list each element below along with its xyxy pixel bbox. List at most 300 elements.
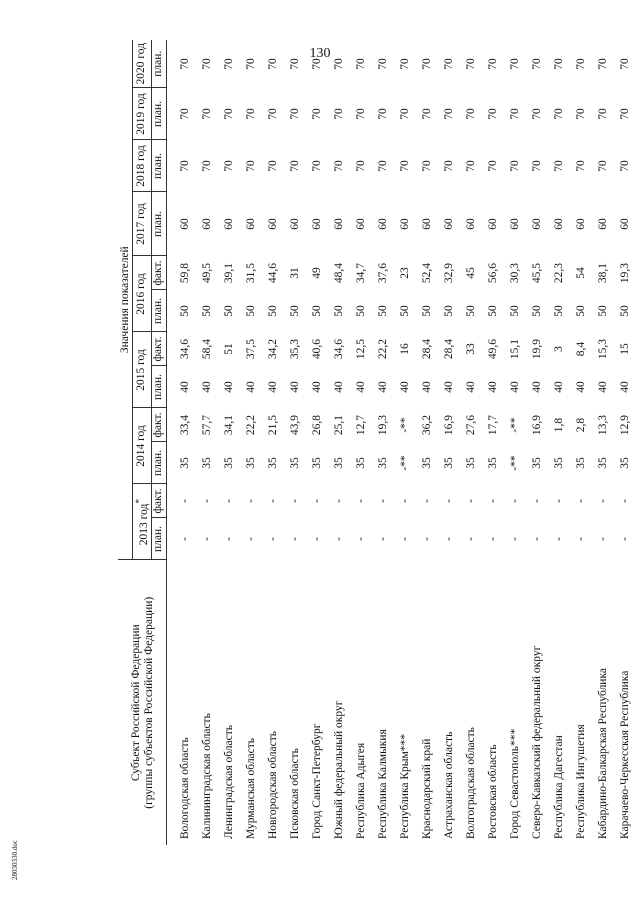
- row-value-cell: 30,3: [509, 262, 522, 284]
- subject-header: [118, 560, 166, 845]
- row-value-cell: 22,2: [245, 414, 258, 436]
- plan-header: план.: [151, 290, 166, 332]
- table-row: [329, 40, 351, 845]
- row-subject-name: Ростовская область: [487, 744, 500, 839]
- row-value-cell: 35: [355, 457, 368, 469]
- row-value-cell: 40: [377, 381, 390, 393]
- row-value-cell: 60: [223, 218, 236, 230]
- row-value-cell: 60: [201, 218, 214, 230]
- row-value-cell: -: [465, 499, 478, 503]
- row-value-cell: 35: [223, 457, 236, 469]
- row-value-cell: -**: [509, 455, 522, 471]
- row-subject-name: Город Севастополь***: [509, 728, 522, 839]
- row-value-cell: 60: [289, 218, 302, 230]
- row-value-cell: 2,8: [575, 417, 588, 433]
- row-value-cell: 70: [465, 108, 478, 120]
- row-value-cell: 35: [333, 457, 346, 469]
- row-value-cell: 70: [245, 58, 258, 70]
- footer-doc-code: 28030330.doc: [11, 840, 19, 880]
- row-value-cell: 70: [245, 108, 258, 120]
- row-value-cell: 70: [179, 108, 192, 120]
- row-value-cell: 54: [575, 267, 588, 279]
- row-value-cell: 70: [443, 160, 456, 172]
- row-value-cell: 70: [311, 160, 324, 172]
- table-row: [241, 40, 263, 845]
- table-row: [439, 40, 461, 845]
- row-value-cell: 70: [399, 160, 412, 172]
- row-value-cell: -: [223, 537, 236, 541]
- row-value-cell: -: [377, 499, 390, 503]
- row-value-cell: 50: [179, 305, 192, 317]
- row-value-cell: -: [575, 499, 588, 503]
- row-value-cell: -: [245, 537, 258, 541]
- row-value-cell: 60: [531, 218, 544, 230]
- row-value-cell: 45,5: [531, 262, 544, 284]
- row-value-cell: 70: [311, 108, 324, 120]
- fact-header: факт.: [151, 408, 166, 442]
- row-value-cell: 50: [575, 305, 588, 317]
- row-value-cell: 70: [399, 108, 412, 120]
- fact-header: факт.: [151, 332, 166, 366]
- row-value-cell: 70: [333, 58, 346, 70]
- row-value-cell: 27,6: [465, 414, 478, 436]
- row-value-cell: 70: [223, 58, 236, 70]
- row-value-cell: 35: [553, 457, 566, 469]
- header-row-1: [118, 40, 133, 845]
- row-value-cell: 70: [355, 58, 368, 70]
- row-value-cell: 40: [311, 381, 324, 393]
- table-row: [395, 40, 417, 845]
- row-value-cell: 70: [399, 58, 412, 70]
- row-value-cell: -: [333, 537, 346, 541]
- row-value-cell: -: [289, 537, 302, 541]
- row-value-cell: 50: [553, 305, 566, 317]
- row-value-cell: -: [531, 499, 544, 503]
- row-value-cell: 35: [443, 457, 456, 469]
- row-value-cell: -: [267, 537, 280, 541]
- plan-header: план.: [151, 192, 166, 256]
- row-value-cell: 50: [531, 305, 544, 317]
- row-subject-name: Кабардино-Балкарская Республика: [597, 668, 610, 839]
- plan-header: план.: [151, 140, 166, 192]
- row-value-cell: 40,6: [311, 338, 324, 360]
- row-value-cell: 70: [201, 160, 214, 172]
- row-value-cell: 70: [597, 108, 610, 120]
- row-value-cell: 70: [267, 58, 280, 70]
- table-row: [417, 40, 439, 845]
- row-value-cell: 40: [399, 381, 412, 393]
- row-value-cell: 16,9: [443, 414, 456, 436]
- row-value-cell: 70: [377, 58, 390, 70]
- row-value-cell: 40: [223, 381, 236, 393]
- row-subject-name: Ленинградская область: [223, 724, 236, 839]
- row-value-cell: 70: [421, 58, 434, 70]
- row-value-cell: 60: [465, 218, 478, 230]
- row-value-cell: 70: [597, 58, 610, 70]
- row-value-cell: 40: [443, 381, 456, 393]
- row-value-cell: 70: [487, 58, 500, 70]
- year-header: 2018 год: [133, 140, 152, 192]
- year-header: 2020 год: [133, 40, 152, 88]
- row-value-cell: 50: [619, 305, 632, 317]
- row-value-cell: 19,3: [619, 262, 632, 284]
- row-value-cell: 28,4: [443, 338, 456, 360]
- row-value-cell: 70: [575, 58, 588, 70]
- row-value-cell: 40: [421, 381, 434, 393]
- row-value-cell: 70: [289, 160, 302, 172]
- row-value-cell: 70: [487, 160, 500, 172]
- table-row: [461, 40, 483, 845]
- row-value-cell: -: [355, 537, 368, 541]
- row-value-cell: 70: [531, 58, 544, 70]
- row-value-cell: 35,3: [289, 338, 302, 360]
- table-row: [307, 40, 329, 845]
- row-value-cell: 40: [597, 381, 610, 393]
- row-subject-name: Астраханская область: [443, 731, 456, 839]
- row-value-cell: -: [201, 537, 214, 541]
- row-value-cell: -: [333, 499, 346, 503]
- row-value-cell: 12,7: [355, 414, 368, 436]
- row-subject-name: Южный федеральный округ: [333, 700, 346, 839]
- row-value-cell: 40: [355, 381, 368, 393]
- plan-header: план.: [151, 366, 166, 408]
- row-value-cell: 21,5: [267, 414, 280, 436]
- table-row: [549, 40, 571, 845]
- row-value-cell: 49,6: [487, 338, 500, 360]
- row-value-cell: 50: [421, 305, 434, 317]
- row-subject-name: Республика Адыгея: [355, 742, 368, 839]
- row-subject-name: Вологодская область: [179, 737, 192, 839]
- row-value-cell: 40: [509, 381, 522, 393]
- row-value-cell: 60: [245, 218, 258, 230]
- row-value-cell: 31,5: [245, 262, 258, 284]
- row-value-cell: 12,9: [619, 414, 632, 436]
- year-header: 2013 год*: [133, 484, 152, 560]
- row-value-cell: -**: [399, 455, 412, 471]
- row-value-cell: 15,3: [597, 338, 610, 360]
- row-value-cell: -: [311, 499, 324, 503]
- row-value-cell: 60: [333, 218, 346, 230]
- table-row: [505, 40, 527, 845]
- row-value-cell: 40: [333, 381, 346, 393]
- row-value-cell: 60: [553, 218, 566, 230]
- row-value-cell: 44,6: [267, 262, 280, 284]
- row-value-cell: 23: [399, 267, 412, 279]
- row-value-cell: 60: [487, 218, 500, 230]
- row-value-cell: 32,9: [443, 262, 456, 284]
- plan-header: план.: [151, 442, 166, 484]
- table-row: [571, 40, 593, 845]
- row-value-cell: 50: [509, 305, 522, 317]
- row-value-cell: 34,2: [267, 338, 280, 360]
- row-value-cell: 60: [377, 218, 390, 230]
- row-value-cell: 35: [201, 457, 214, 469]
- table-row: [527, 40, 549, 845]
- row-value-cell: 70: [355, 108, 368, 120]
- row-value-cell: 70: [377, 108, 390, 120]
- row-value-cell: 60: [575, 218, 588, 230]
- row-value-cell: 60: [421, 218, 434, 230]
- row-value-cell: 36,2: [421, 414, 434, 436]
- row-value-cell: -: [355, 499, 368, 503]
- row-subject-name: Мурманская область: [245, 737, 258, 839]
- row-value-cell: -: [399, 499, 412, 503]
- row-value-cell: 33,4: [179, 414, 192, 436]
- row-value-cell: 70: [289, 108, 302, 120]
- row-value-cell: -: [575, 537, 588, 541]
- row-value-cell: 59,8: [179, 262, 192, 284]
- row-value-cell: 35: [245, 457, 258, 469]
- row-value-cell: 70: [509, 108, 522, 120]
- row-value-cell: 50: [399, 305, 412, 317]
- row-subject-name: Северо-Кавказский федеральный округ: [531, 645, 544, 839]
- row-value-cell: 70: [179, 160, 192, 172]
- row-value-cell: 70: [333, 160, 346, 172]
- plan-header: план.: [151, 88, 166, 140]
- row-value-cell: 35: [487, 457, 500, 469]
- row-value-cell: -: [619, 499, 632, 503]
- row-subject-name: Республика Дагестан: [553, 735, 566, 839]
- row-value-cell: -: [531, 537, 544, 541]
- row-value-cell: 40: [553, 381, 566, 393]
- row-value-cell: 39,1: [223, 262, 236, 284]
- row-value-cell: 50: [289, 305, 302, 317]
- row-value-cell: 50: [245, 305, 258, 317]
- row-value-cell: 70: [553, 160, 566, 172]
- row-value-cell: 50: [223, 305, 236, 317]
- row-value-cell: -: [267, 499, 280, 503]
- row-value-cell: 35: [267, 457, 280, 469]
- row-value-cell: -: [443, 537, 456, 541]
- row-value-cell: 43,9: [289, 414, 302, 436]
- row-subject-name: Псковская область: [289, 748, 302, 839]
- row-value-cell: 28,4: [421, 338, 434, 360]
- table-row: [197, 40, 219, 845]
- row-value-cell: 22,3: [553, 262, 566, 284]
- row-value-cell: 70: [487, 108, 500, 120]
- row-value-cell: 17,7: [487, 414, 500, 436]
- row-value-cell: 35: [465, 457, 478, 469]
- row-value-cell: 60: [399, 218, 412, 230]
- row-value-cell: 50: [487, 305, 500, 317]
- row-value-cell: 70: [531, 108, 544, 120]
- row-value-cell: 70: [619, 160, 632, 172]
- row-value-cell: 70: [223, 108, 236, 120]
- row-value-cell: 50: [355, 305, 368, 317]
- row-value-cell: 35: [289, 457, 302, 469]
- row-value-cell: -: [179, 537, 192, 541]
- row-value-cell: 58,4: [201, 338, 214, 360]
- row-value-cell: -: [597, 499, 610, 503]
- row-value-cell: -: [509, 499, 522, 503]
- row-value-cell: -**: [509, 417, 522, 433]
- row-value-cell: 40: [531, 381, 544, 393]
- row-value-cell: -: [201, 499, 214, 503]
- row-value-cell: 40: [575, 381, 588, 393]
- row-value-cell: 40: [267, 381, 280, 393]
- row-value-cell: -: [465, 537, 478, 541]
- subject-header-line1: Субъект Российской Федерации: [129, 624, 142, 782]
- row-value-cell: 34,6: [333, 338, 346, 360]
- row-value-cell: 50: [465, 305, 478, 317]
- row-value-cell: 70: [553, 108, 566, 120]
- row-value-cell: 40: [487, 381, 500, 393]
- row-value-cell: 56,6: [487, 262, 500, 284]
- row-value-cell: 12,5: [355, 338, 368, 360]
- row-value-cell: 8,4: [575, 341, 588, 357]
- row-value-cell: 70: [201, 108, 214, 120]
- row-value-cell: 40: [245, 381, 258, 393]
- row-value-cell: 70: [509, 160, 522, 172]
- row-value-cell: 22,2: [377, 338, 390, 360]
- row-value-cell: 15: [619, 343, 632, 355]
- table-row: [166, 40, 197, 845]
- row-value-cell: 50: [311, 305, 324, 317]
- row-value-cell: 33: [465, 343, 478, 355]
- row-value-cell: 70: [355, 160, 368, 172]
- row-value-cell: 34,6: [179, 338, 192, 360]
- row-value-cell: -: [311, 537, 324, 541]
- row-value-cell: 70: [377, 160, 390, 172]
- row-value-cell: -: [487, 499, 500, 503]
- row-value-cell: -: [245, 499, 258, 503]
- row-value-cell: 35: [619, 457, 632, 469]
- values-header: Значения показателей: [118, 246, 131, 354]
- row-value-cell: 60: [509, 218, 522, 230]
- row-value-cell: -: [509, 537, 522, 541]
- row-value-cell: 70: [553, 58, 566, 70]
- row-value-cell: 60: [597, 218, 610, 230]
- row-value-cell: 70: [179, 58, 192, 70]
- row-value-cell: 40: [179, 381, 192, 393]
- row-subject-name: Республика Крым***: [399, 733, 412, 839]
- row-value-cell: 35: [421, 457, 434, 469]
- row-value-cell: -: [443, 499, 456, 503]
- row-subject-name: Калининградская область: [201, 713, 214, 839]
- row-value-cell: 19,3: [377, 414, 390, 436]
- row-value-cell: -: [553, 499, 566, 503]
- row-value-cell: 13,3: [597, 414, 610, 436]
- row-value-cell: 35: [311, 457, 324, 469]
- row-value-cell: 70: [443, 108, 456, 120]
- subject-header-line2: (группы субъектов Российской Федерации): [142, 596, 155, 809]
- row-value-cell: 48,4: [333, 262, 346, 284]
- row-value-cell: 35: [179, 457, 192, 469]
- row-value-cell: -: [597, 537, 610, 541]
- row-value-cell: 70: [531, 160, 544, 172]
- row-value-cell: 35: [575, 457, 588, 469]
- row-value-cell: 60: [355, 218, 368, 230]
- row-value-cell: 40: [201, 381, 214, 393]
- row-value-cell: 50: [267, 305, 280, 317]
- row-value-cell: -: [553, 537, 566, 541]
- table-row: [615, 40, 637, 845]
- row-value-cell: 70: [619, 58, 632, 70]
- row-value-cell: 50: [333, 305, 346, 317]
- row-value-cell: -: [179, 499, 192, 503]
- year-header: 2014 год: [133, 408, 152, 484]
- row-value-cell: 70: [575, 160, 588, 172]
- row-subject-name: Волгоградская область: [465, 727, 478, 839]
- footnote-mark: *: [134, 498, 145, 504]
- row-value-cell: 34,1: [223, 414, 236, 436]
- row-value-cell: -: [223, 499, 236, 503]
- row-value-cell: 16,9: [531, 414, 544, 436]
- row-value-cell: 50: [597, 305, 610, 317]
- row-value-cell: 70: [509, 58, 522, 70]
- row-value-cell: -: [289, 499, 302, 503]
- row-subject-name: Новгородская область: [267, 730, 280, 839]
- row-value-cell: 70: [575, 108, 588, 120]
- row-value-cell: 3: [553, 346, 566, 352]
- row-value-cell: 35: [377, 457, 390, 469]
- row-value-cell: 49: [311, 267, 324, 279]
- row-value-cell: 70: [245, 160, 258, 172]
- row-value-cell: 49,5: [201, 262, 214, 284]
- row-value-cell: 37,6: [377, 262, 390, 284]
- row-value-cell: -: [619, 537, 632, 541]
- row-value-cell: -: [421, 537, 434, 541]
- row-value-cell: 70: [465, 58, 478, 70]
- row-value-cell: 40: [289, 381, 302, 393]
- row-subject-name: Республика Ингушетия: [575, 724, 588, 839]
- row-subject-name: Карачаево-Черкесская Республика: [619, 670, 632, 839]
- fact-header: факт.: [151, 256, 166, 290]
- row-value-cell: 16: [399, 343, 412, 355]
- plan-header: план.: [151, 518, 166, 560]
- row-value-cell: 50: [377, 305, 390, 317]
- plan-header: план.: [151, 40, 166, 88]
- row-value-cell: 60: [443, 218, 456, 230]
- row-value-cell: 40: [619, 381, 632, 393]
- row-value-cell: 50: [443, 305, 456, 317]
- row-value-cell: 51: [223, 343, 236, 355]
- row-value-cell: 25,1: [333, 414, 346, 436]
- row-value-cell: 70: [201, 58, 214, 70]
- table-row: [351, 40, 373, 845]
- table-row: [483, 40, 505, 845]
- fact-header: факт.: [151, 484, 166, 518]
- table-row: [593, 40, 615, 845]
- row-subject-name: Краснодарский край: [421, 738, 434, 839]
- row-value-cell: -**: [399, 417, 412, 433]
- row-value-cell: 60: [267, 218, 280, 230]
- row-value-cell: -: [421, 499, 434, 503]
- row-value-cell: 70: [267, 108, 280, 120]
- row-value-cell: 70: [443, 58, 456, 70]
- row-value-cell: -: [377, 537, 390, 541]
- row-value-cell: 60: [619, 218, 632, 230]
- row-value-cell: 35: [597, 457, 610, 469]
- table-row: [219, 40, 241, 845]
- page-number: 130: [309, 46, 331, 61]
- row-value-cell: 38,1: [597, 262, 610, 284]
- row-value-cell: 26,8: [311, 414, 324, 436]
- table-body: [166, 40, 637, 845]
- year-header: 2015 год: [133, 332, 152, 408]
- table-row: [263, 40, 285, 845]
- row-value-cell: 31: [289, 267, 302, 279]
- year-header: 2017 год: [133, 192, 152, 256]
- row-value-cell: -: [399, 537, 412, 541]
- row-value-cell: 45: [465, 267, 478, 279]
- row-value-cell: 19,9: [531, 338, 544, 360]
- indicator-table: [118, 40, 637, 845]
- row-value-cell: 52,4: [421, 262, 434, 284]
- row-value-cell: -: [487, 537, 500, 541]
- table-row: [373, 40, 395, 845]
- row-value-cell: 70: [267, 160, 280, 172]
